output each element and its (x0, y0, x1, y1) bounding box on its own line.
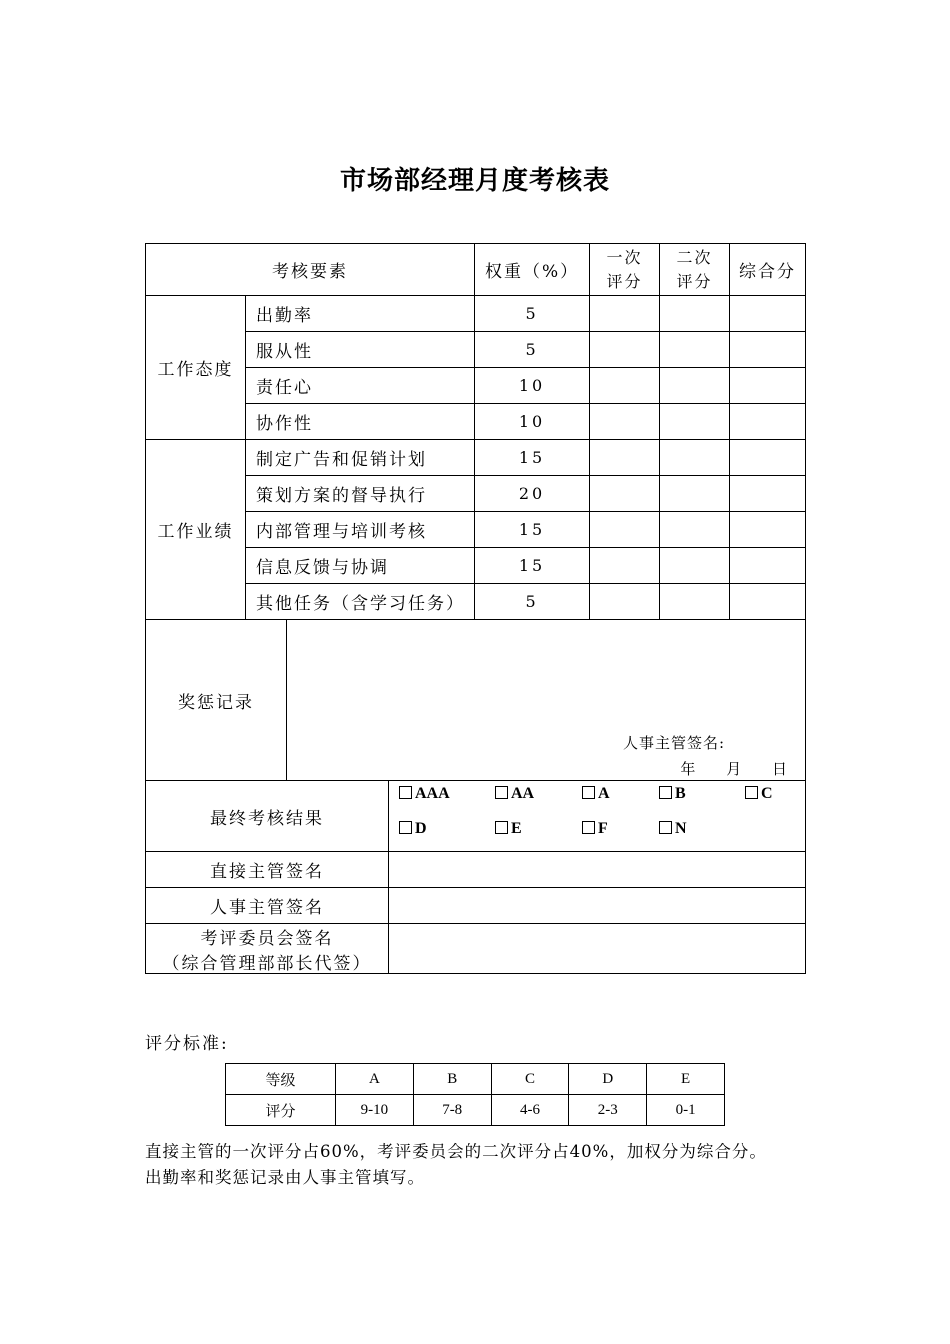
checkbox-label: C (761, 785, 773, 802)
first-score-cell[interactable] (590, 512, 660, 548)
final-result-options (389, 781, 805, 851)
table-row (146, 296, 806, 332)
result-checkbox-a[interactable] (582, 785, 610, 803)
first-score-cell[interactable] (590, 332, 660, 368)
item-weight: 5 (475, 584, 590, 620)
checkbox-label: E (511, 820, 522, 837)
checkbox-icon (399, 821, 412, 834)
checkbox-icon (399, 786, 412, 799)
item-name: 责任心 (246, 368, 475, 404)
item-weight: 20 (475, 476, 590, 512)
first-score-cell[interactable] (590, 404, 660, 440)
grade-head: 等级 (226, 1064, 336, 1095)
first-score-cell[interactable] (590, 296, 660, 332)
second-score-cell[interactable] (660, 332, 730, 368)
item-name: 策划方案的督导执行 (246, 476, 475, 512)
signature-row (146, 888, 806, 924)
total-score-cell[interactable] (730, 404, 806, 440)
item-name: 其他任务（含学习任务） (246, 584, 475, 620)
direct-signature-label: 直接主管签名 (146, 852, 389, 887)
result-checkbox-e[interactable] (495, 820, 522, 838)
standard-label: 评分标准: (145, 1034, 229, 1054)
checkbox-label: F (598, 820, 608, 837)
item-name: 出勤率 (246, 296, 475, 332)
final-result-label: 最终考核结果 (146, 781, 389, 851)
score-cell: 7-8 (413, 1095, 491, 1126)
first-score-cell[interactable] (590, 548, 660, 584)
page-title: 市场部经理月度考核表 (339, 166, 610, 196)
grade-row (226, 1064, 725, 1095)
result-checkbox-aaa[interactable] (399, 785, 450, 803)
reward-date: 年 月 日 (680, 760, 790, 778)
second-score-cell[interactable] (660, 368, 730, 404)
result-checkbox-n[interactable] (659, 820, 687, 838)
note-line: 出勤率和奖惩记录由人事主管填写。 (145, 1168, 425, 1187)
hr-signature-label: 人事主管签名 (146, 888, 389, 923)
row-wrapper (146, 924, 806, 974)
result-checkbox-aa[interactable] (495, 785, 534, 803)
first-score-cell[interactable] (590, 584, 660, 620)
second-score-cell[interactable] (660, 584, 730, 620)
row-wrapper (146, 852, 806, 888)
score-cell: 2-3 (569, 1095, 647, 1126)
total-score-cell[interactable] (730, 332, 806, 368)
total-score-cell[interactable] (730, 440, 806, 476)
first-score-cell[interactable] (590, 440, 660, 476)
reward-row (146, 620, 806, 781)
second-score-cell[interactable] (660, 548, 730, 584)
score-row (226, 1095, 725, 1126)
item-weight: 5 (475, 296, 590, 332)
item-name: 服从性 (246, 332, 475, 368)
header-elements: 考核要素 (146, 244, 475, 296)
item-name: 内部管理与培训考核 (246, 512, 475, 548)
item-name: 协作性 (246, 404, 475, 440)
grade-cell: B (413, 1064, 491, 1095)
checkbox-label: D (415, 820, 427, 837)
item-weight: 15 (475, 548, 590, 584)
score-cell: 4-6 (491, 1095, 569, 1126)
direct-signature-field[interactable] (389, 852, 805, 887)
second-score-cell[interactable] (660, 404, 730, 440)
reward-signature: 人事主管签名: (622, 734, 726, 752)
checkbox-icon (582, 821, 595, 834)
score-cell: 0-1 (647, 1095, 725, 1126)
checkbox-icon (582, 786, 595, 799)
item-weight: 15 (475, 440, 590, 476)
grading-standard-table (225, 1063, 725, 1126)
table-row (146, 440, 806, 476)
signature-row (146, 924, 806, 974)
row-wrapper (146, 888, 806, 924)
checkbox-icon (745, 786, 758, 799)
checkbox-label: A (598, 785, 610, 802)
first-score-cell[interactable] (590, 368, 660, 404)
checkbox-icon (659, 821, 672, 834)
result-checkbox-b[interactable] (659, 785, 686, 803)
checkbox-label: AAA (415, 785, 450, 802)
checkbox-label: AA (511, 785, 535, 802)
result-checkbox-c[interactable] (745, 785, 773, 803)
second-score-cell[interactable] (660, 440, 730, 476)
note-line: 直接主管的一次评分占60%，考评委员会的二次评分占40%，加权分为综合分。 (145, 1142, 767, 1161)
item-name: 制定广告和促销计划 (246, 440, 475, 476)
grade-cell: C (491, 1064, 569, 1095)
grade-cell: A (336, 1064, 414, 1095)
committee-signature-field[interactable] (389, 924, 805, 973)
reward-content[interactable] (287, 620, 806, 781)
checkbox-icon (495, 786, 508, 799)
row-wrapper (146, 781, 806, 852)
group-label: 工作态度 (146, 296, 246, 440)
total-score-cell[interactable] (730, 584, 806, 620)
header-total: 综合分 (730, 244, 806, 296)
total-score-cell[interactable] (730, 476, 806, 512)
final-result-row (146, 781, 806, 852)
score-cell: 9-10 (336, 1095, 414, 1126)
reward-label: 奖惩记录 (146, 620, 287, 781)
signature-row (146, 852, 806, 888)
checkbox-label: B (675, 785, 686, 802)
item-weight: 10 (475, 368, 590, 404)
first-score-cell[interactable] (590, 476, 660, 512)
total-score-cell[interactable] (730, 296, 806, 332)
header-first-score: 一次 评分 (590, 244, 660, 296)
grade-cell: D (569, 1064, 647, 1095)
item-weight: 5 (475, 332, 590, 368)
checkbox-icon (659, 786, 672, 799)
result-checkbox-f[interactable] (582, 820, 608, 838)
evaluation-table (145, 243, 806, 974)
second-score-cell[interactable] (660, 512, 730, 548)
group-label: 工作业绩 (146, 440, 246, 620)
grade-cell: E (647, 1064, 725, 1095)
header-second-score: 二次 评分 (660, 244, 730, 296)
total-score-cell[interactable] (730, 548, 806, 584)
item-name: 信息反馈与协调 (246, 548, 475, 584)
item-weight: 15 (475, 512, 590, 548)
checkbox-icon (495, 821, 508, 834)
table-header-row (146, 244, 806, 296)
total-score-cell[interactable] (730, 512, 806, 548)
hr-signature-field[interactable] (389, 888, 805, 923)
second-score-cell[interactable] (660, 296, 730, 332)
checkbox-label: N (675, 820, 687, 837)
item-weight: 10 (475, 404, 590, 440)
score-head: 评分 (226, 1095, 336, 1126)
header-weight: 权重（%） (475, 244, 590, 296)
second-score-cell[interactable] (660, 476, 730, 512)
total-score-cell[interactable] (730, 368, 806, 404)
result-checkbox-d[interactable] (399, 820, 427, 838)
committee-signature-label: 考评委员会签名 （综合管理部部长代签） (146, 924, 389, 973)
